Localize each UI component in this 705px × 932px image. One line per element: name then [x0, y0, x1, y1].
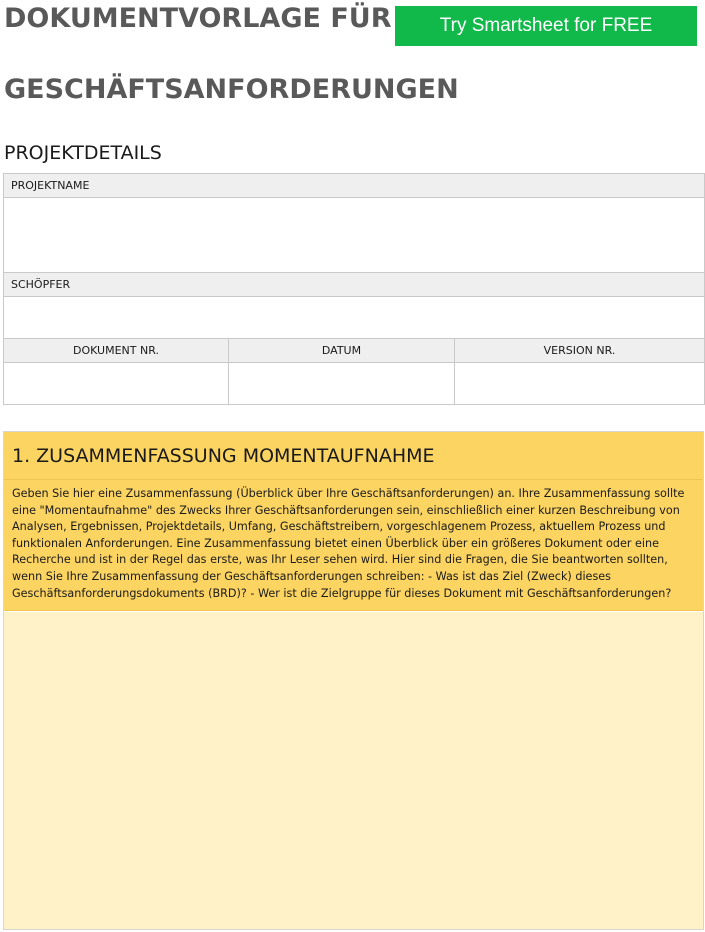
- try-smartsheet-button[interactable]: Try Smartsheet for FREE: [395, 6, 697, 46]
- version-number-label: VERSION NR.: [455, 339, 705, 363]
- summary-heading: 1. ZUSAMMENFASSUNG MOMENTAUFNAHME: [12, 444, 435, 467]
- version-number-field[interactable]: [455, 363, 705, 405]
- summary-section: [3, 431, 704, 930]
- project-name-field[interactable]: [4, 198, 705, 273]
- summary-input-area[interactable]: [4, 612, 703, 929]
- document-title-line-1: DOKUMENTVORLAGE FÜR: [4, 3, 392, 34]
- date-label: DATUM: [229, 339, 455, 363]
- summary-header: [4, 432, 703, 480]
- creator-field[interactable]: [4, 297, 705, 339]
- creator-label: SCHÖPFER: [4, 273, 705, 297]
- project-details-table: [3, 173, 705, 405]
- project-name-label: PROJEKTNAME: [4, 174, 705, 198]
- date-field[interactable]: [229, 363, 455, 405]
- document-number-label: DOKUMENT NR.: [4, 339, 229, 363]
- document-title-line-2: GESCHÄFTSANFORDERUNGEN: [4, 74, 459, 105]
- project-details-heading: PROJEKTDETAILS: [4, 142, 162, 164]
- summary-description: Geben Sie hier eine Zusammenfassung (Überblick über Ihre Geschäftsanforderungen) an. Ihre Zusammenfassung sollte eine "Momentaufnahme" des Zwecks Ihrer Geschäftsanforderungen sein, einschließlich einer kurzen Beschreibung von Analysen, Ergebnissen, Projektdetails, Umfang, Geschäftstreibern, vorgeschlagenem Prozess, aktuellem Prozess und funktionalen Anforderungen. Eine Zusammenfassung bietet einen Überblick über ein größeres Dokument oder eine Recherche und ist in der Regel das erste, was Ihr Leser sehen wird. Hier sind die Fragen, die Sie beantworten sollten, wenn Sie Ihre Zusammenfassung der Geschäftsanforderungen schreiben: - Was ist das Ziel (Zweck) dieses Geschäftsanforderungsdokuments (BRD)? - Wer ist die Zielgruppe für dieses Dokument mit Geschäftsanforderungen?: [4, 480, 703, 611]
- document-number-field[interactable]: [4, 363, 229, 405]
